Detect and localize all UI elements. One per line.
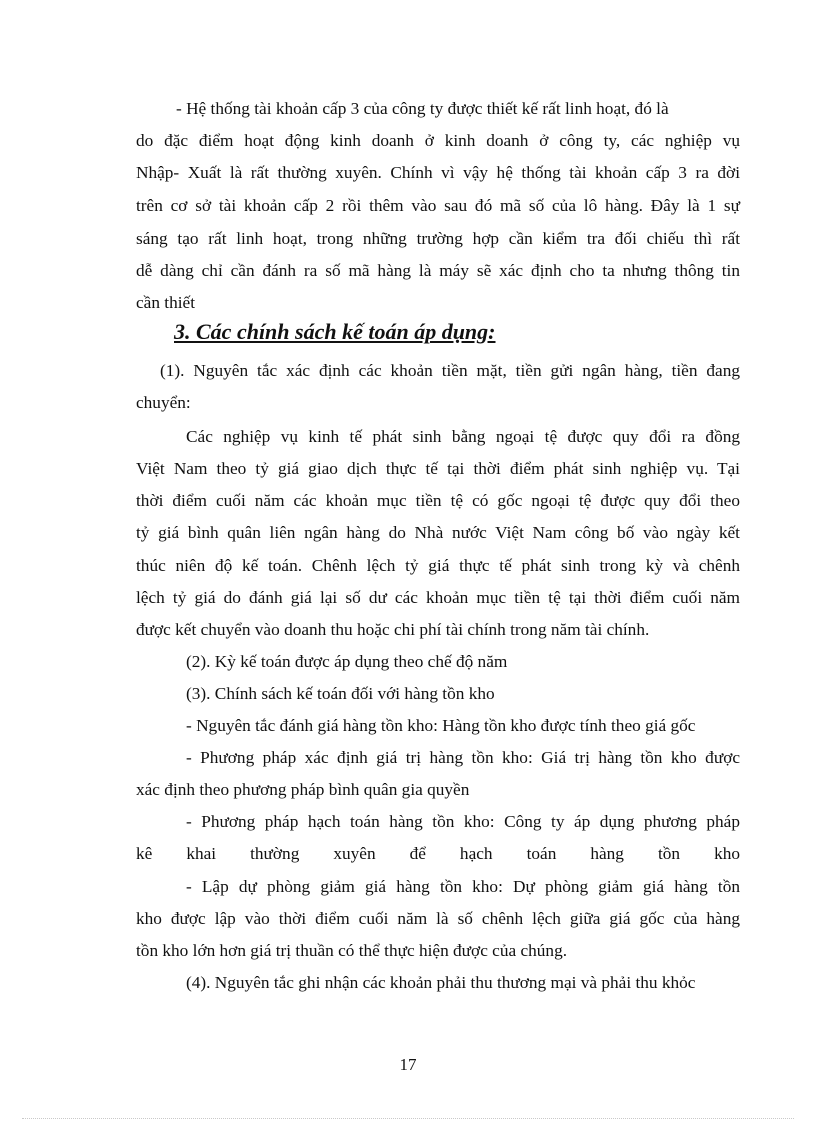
paragraph-line: do đặc điểm hoạt động kinh doanh ở kinh doanh ở công ty, các nghiệp vụ	[136, 131, 740, 150]
paragraph-line: Các nghiệp vụ kinh tế phát sinh bằng ngoại tệ được quy đổi ra đồng	[186, 427, 740, 446]
paragraph-line: (4). Nguyên tắc ghi nhận các khoản phải thu thương mại và phải thu khỏc	[186, 973, 696, 992]
paragraph-line: Nhập- Xuất là rất thường xuyên. Chính vì vậy hệ thống tài khoản cấp 3 ra đời	[136, 163, 740, 182]
paragraph-line: dễ dàng chỉ cần đánh ra số mã hàng là máy sẽ xác định cho ta nhưng thông tin	[136, 261, 740, 280]
section-heading: 3. Các chính sách kế toán áp dụng:	[174, 319, 496, 344]
page-number: 17	[399, 1055, 417, 1074]
paragraph-line: (2). Kỳ kế toán được áp dụng theo chế độ năm	[186, 652, 508, 671]
paragraph-line: thúc niên độ kế toán. Chênh lệch tỷ giá thực tế phát sinh trong kỳ và chênh	[136, 556, 740, 575]
paragraph-line: - Nguyên tắc đánh giá hàng tồn kho: Hàng tồn kho được tính theo giá gốc	[186, 716, 696, 735]
paragraph-line: sáng tạo rất linh hoạt, trong những trường hợp cần kiểm tra đối chiếu thì rất	[136, 229, 740, 248]
paragraph-line: thời điểm cuối năm các khoản mục tiền tệ có gốc ngoại tệ được quy đổi theo	[136, 491, 740, 510]
paragraph-line: - Phương pháp xác định giá trị hàng tồn kho: Giá trị hàng tồn kho được	[186, 748, 740, 767]
page-bottom-divider	[22, 1118, 794, 1119]
paragraph-line: kho được lập vào thời điểm cuối năm là số chênh lệch giữa giá gốc của hàng	[136, 909, 740, 928]
paragraph-line: lệch tỷ giá do đánh giá lại số dư các khoản mục tiền tệ tại thời điểm cuối năm	[136, 588, 740, 607]
paragraph-line: tỷ giá bình quân liên ngân hàng do Nhà nước Việt Nam công bố vào ngày kết	[136, 523, 740, 542]
paragraph-line: Việt Nam theo tỷ giá giao dịch thực tế tại thời điểm phát sinh nghiệp vụ. Tại	[136, 459, 740, 478]
paragraph-line: (3). Chính sách kế toán đối với hàng tồn kho	[186, 684, 495, 703]
paragraph-line: tồn kho lớn hơn giá trị thuần có thể thực hiện được của chúng.	[136, 941, 568, 960]
paragraph-line: trên cơ sở tài khoản cấp 2 rồi thêm vào sau đó mã số của lô hàng. Đây là 1 sự	[136, 196, 740, 215]
paragraph-line: cần thiết	[136, 293, 196, 312]
paragraph-line: chuyển:	[136, 393, 191, 412]
paragraph-line: được kết chuyển vào doanh thu hoặc chi phí tài chính trong năm tài chính.	[136, 620, 650, 639]
paragraph-line: (1). Nguyên tắc xác định các khoản tiền mặt, tiền gửi ngân hàng, tiền đang	[160, 361, 740, 380]
paragraph-line: xác định theo phương pháp bình quân gia quyền	[136, 780, 470, 799]
paragraph-line: - Hệ thống tài khoản cấp 3 của công ty được thiết kế rất linh hoạt, đó là	[176, 99, 669, 118]
paragraph-line: - Lập dự phòng giảm giá hàng tồn kho: Dự phòng giảm giá hàng tồn	[186, 877, 740, 896]
paragraph-line: kê khai thường xuyên để hạch toán hàng tồn kho	[136, 844, 740, 863]
paragraph-line: - Phương pháp hạch toán hàng tồn kho: Công ty áp dụng phương pháp	[186, 812, 740, 831]
